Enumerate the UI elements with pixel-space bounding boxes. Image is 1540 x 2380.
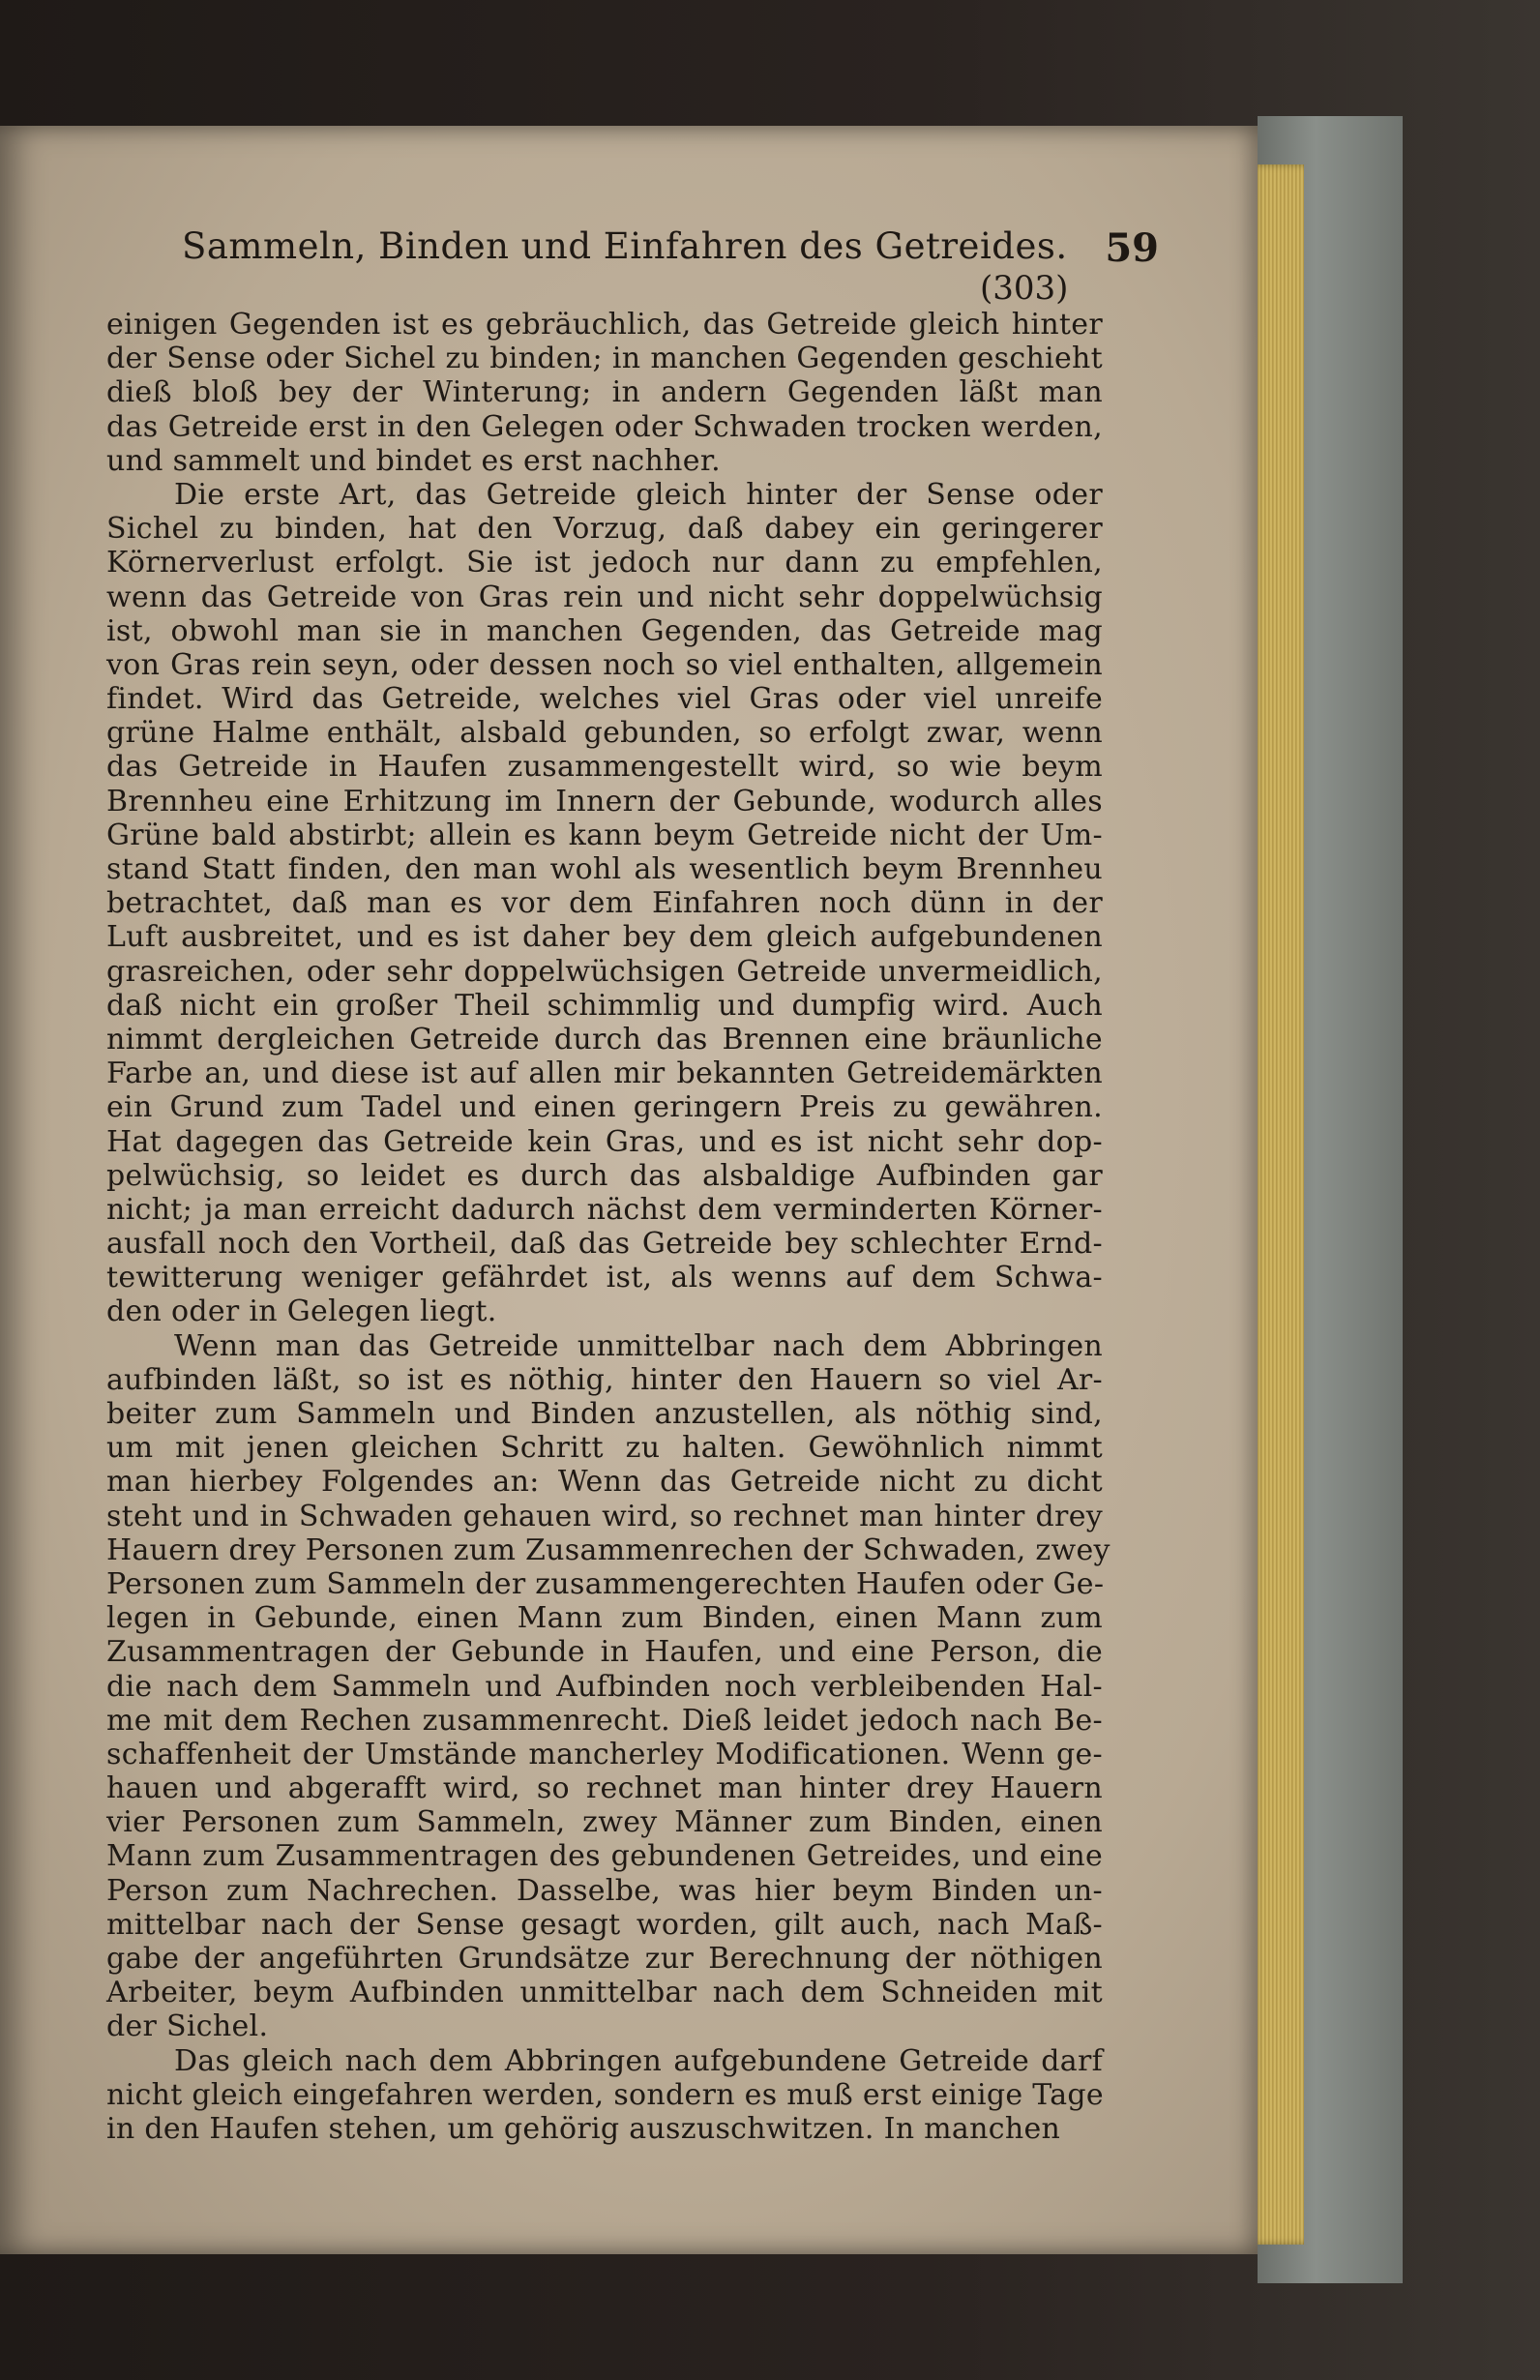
text-line: betrachtet, daß man es vor dem Einfahren noch dünn in der <box>106 886 1103 921</box>
page-edges <box>1250 164 1304 2245</box>
text-line: schaffenheit der Umstände mancherley Modificationen. Wenn ge- <box>106 1737 1103 1771</box>
text-line: Brennheu eine Erhitzung im Innern der Gebunde, wodurch alles <box>106 784 1103 818</box>
text-line: beiter zum Sammeln und Binden anzustellen, als nöthig sind, <box>106 1397 1103 1431</box>
text-line: nicht gleich eingefahren werden, sondern es muß erst einige Tage <box>106 2077 1104 2112</box>
text-line: der Sichel. <box>106 2009 269 2044</box>
text-line: Zusammentragen der Gebunde in Haufen, und eine Person, die <box>106 1635 1103 1670</box>
text-line: das Getreide in Haufen zusammengestellt wird, so wie beym <box>106 750 1103 785</box>
text-line: einigen Gegenden ist es gebräuchlich, das Getreide gleich hinter <box>106 308 1103 342</box>
text-line: das Getreide erst in den Gelegen oder Schwaden trocken werden, <box>106 409 1103 444</box>
text-line: Grüne bald abstirbt; allein es kann beym Getreide nicht der Um- <box>106 818 1103 852</box>
text-line: und sammelt und bindet es erst nachher. <box>106 443 722 478</box>
text-line: von Gras rein seyn, oder dessen noch so viel enthalten, allgemein <box>106 647 1103 682</box>
text-line: der Sense oder Sichel zu binden; in manchen Gegenden geschieht <box>106 342 1103 376</box>
text-line: Die erste Art, das Getreide gleich hinter der Sense oder <box>174 477 1103 512</box>
text-line: Personen zum Sammeln der zusammengerechten Haufen oder Ge- <box>106 1566 1105 1601</box>
text-line: daß nicht ein großer Theil schimmlig und dumpfig wird. Auch <box>106 988 1103 1023</box>
text-line: dieß bloß bey der Winterung; in andern Gegenden läßt man <box>106 375 1103 410</box>
text-line: aufbinden läßt, so ist es nöthig, hinter den Hauern so viel Ar- <box>106 1362 1103 1397</box>
text-line: Das gleich nach dem Abbringen aufgebundene Getreide darf <box>174 2043 1103 2078</box>
text-line: me mit dem Rechen zusammenrecht. Dieß leidet jedoch nach Be- <box>106 1703 1103 1738</box>
text-line: Wenn man das Getreide unmittelbar nach dem Abbringen <box>174 1328 1103 1363</box>
text-line: um mit jenen gleichen Schritt zu halten. Gewöhnlich nimmt <box>106 1431 1103 1466</box>
text-line: Körnerverlust erfolgt. Sie ist jedoch nur dann zu empfehlen, <box>106 546 1103 580</box>
page-number: 59 <box>1105 225 1159 271</box>
text-line: in den Haufen stehen, um gehörig auszuschwitzen. In manchen <box>106 2111 1061 2146</box>
text-line: pelwüchsig, so leidet es durch das alsbaldige Aufbinden gar <box>106 1158 1103 1193</box>
text-line: nicht; ja man erreicht dadurch nächst dem verminderten Körner- <box>106 1192 1103 1227</box>
page-header <box>182 225 1159 274</box>
text-line: stand Statt finden, den man wohl als wesentlich beym Brennheu <box>106 852 1103 886</box>
text-line: man hierbey Folgendes an: Wenn das Getreide nicht zu dicht <box>106 1465 1103 1500</box>
text-line: ein Grund zum Tadel und einen geringern Preis zu gewähren. <box>106 1090 1103 1125</box>
text-line: Hat dagegen das Getreide kein Gras, und es ist nicht sehr dop- <box>106 1124 1103 1159</box>
text-line: hauen und abgerafft wird, so rechnet man hinter drey Hauern <box>106 1771 1103 1806</box>
text-line: Hauern drey Personen zum Zusammenrechen der Schwaden, zwey <box>106 1532 1111 1567</box>
text-line: Sichel zu binden, hat den Vorzug, daß dabey ein geringerer <box>106 512 1103 547</box>
text-line: legen in Gebunde, einen Mann zum Binden, einen Mann zum <box>106 1601 1103 1636</box>
text-line: wenn das Getreide von Gras rein und nicht sehr doppelwüchsig <box>106 580 1103 614</box>
text-line: nimmt dergleichen Getreide durch das Brennen eine bräunliche <box>106 1022 1103 1056</box>
text-line: ausfall noch den Vortheil, daß das Getreide bey schlechter Ernd- <box>106 1227 1103 1262</box>
text-line: grasreichen, oder sehr doppelwüchsigen Getreide unvermeidlich, <box>106 954 1103 989</box>
running-title: Sammeln, Binden und Einfahren des Getreides. <box>182 225 1068 267</box>
text-line: den oder in Gelegen liegt. <box>106 1294 497 1329</box>
original-page-number: (303) <box>980 269 1069 308</box>
text-line: Mann zum Zusammentragen des gebundenen Getreides, und eine <box>106 1839 1103 1874</box>
text-line: steht und in Schwaden gehauen wird, so rechnet man hinter drey <box>106 1499 1103 1533</box>
body-text <box>106 308 1111 2146</box>
text-line: vier Personen zum Sammeln, zwey Männer zum Binden, einen <box>106 1805 1103 1840</box>
text-line: die nach dem Sammeln und Aufbinden noch verbleibenden Hal- <box>106 1669 1103 1704</box>
text-line: ist, obwohl man sie in manchen Gegenden, das Getreide mag <box>106 613 1103 648</box>
text-line: Arbeiter, beym Aufbinden unmittelbar nach dem Schneiden mit <box>106 1976 1103 2010</box>
text-line: grüne Halme enthält, alsbald gebunden, so erfolgt zwar, wenn <box>106 716 1103 751</box>
text-line: mittelbar nach der Sense gesagt worden, gilt auch, nach Maß- <box>106 1907 1103 1942</box>
text-line: findet. Wird das Getreide, welches viel Gras oder viel unreife <box>106 682 1103 717</box>
text-line: Farbe an, und diese ist auf allen mir bekannten Getreidemärkten <box>106 1056 1103 1091</box>
text-line: gabe der angeführten Grundsätze zur Berechnung der nöthigen <box>106 1942 1103 1976</box>
text-line: Person zum Nachrechen. Dasselbe, was hier beym Binden un- <box>106 1873 1103 1908</box>
text-line: tewitterung weniger gefährdet ist, als wenns auf dem Schwa- <box>106 1261 1103 1295</box>
text-line: Luft ausbreitet, und es ist daher bey dem gleich aufgebundenen <box>106 920 1103 955</box>
